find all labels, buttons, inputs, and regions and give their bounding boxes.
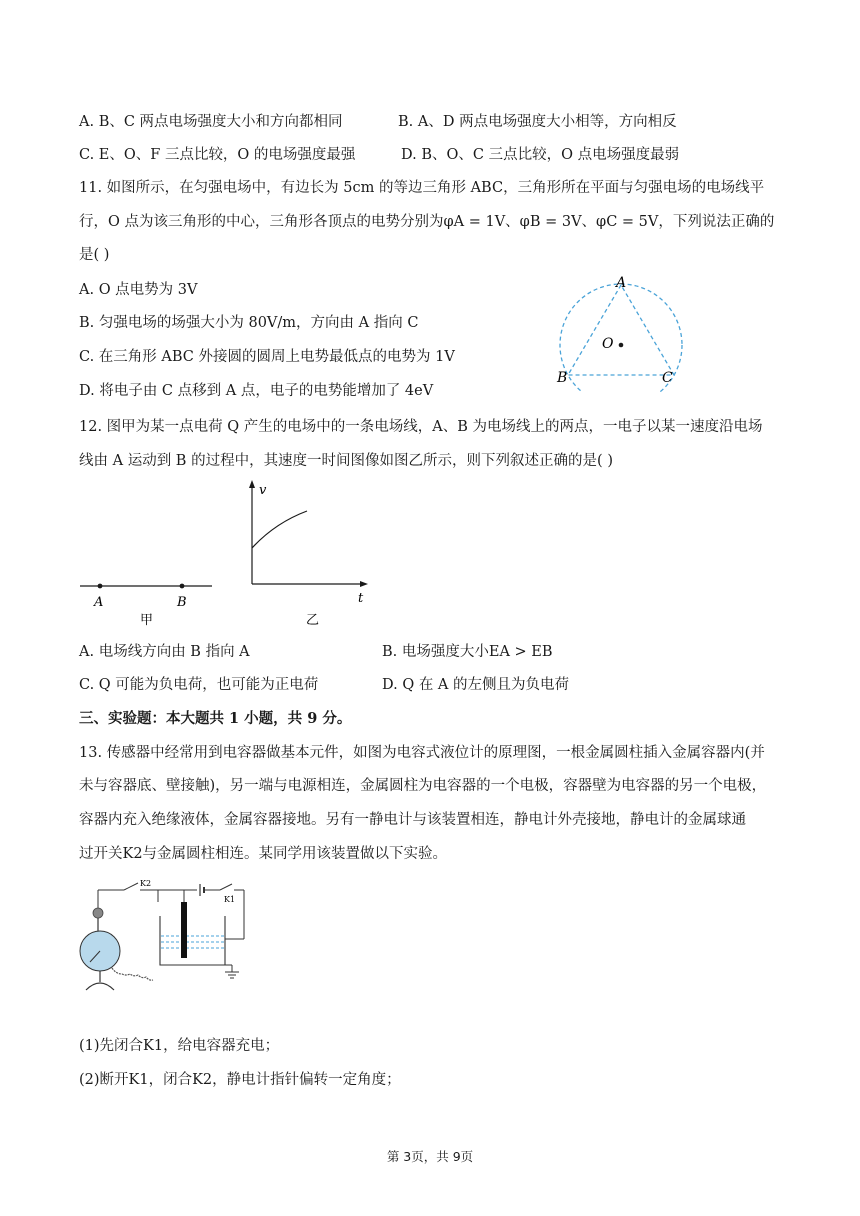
metal-container	[160, 916, 225, 965]
q12-stem-line2: 线由 A 运动到 B 的过程中，其速度一时间图像如图乙所示，则下列叙述正确的是( )	[79, 453, 613, 469]
electrometer-base	[86, 983, 114, 990]
triangle-abc	[568, 285, 674, 375]
y-arrow	[249, 480, 255, 488]
switch-k1	[220, 884, 232, 890]
q13-apparatus-figure	[72, 876, 257, 1008]
q10-option-d: D. B、O、C 三点比较，O 点电场强度最弱	[401, 147, 680, 163]
q13-line2: 未与容器底、壁接触)，另一端与电源相连，金属圆柱为电容器的一个电极，容器壁为电容器的另一个电极，	[79, 778, 767, 794]
q11-option-c: C. 在三角形 ABC 外接圆的圆周上电势最低点的电势为 1V	[79, 349, 455, 365]
center-point-o	[619, 343, 624, 348]
q11-option-a: A. O 点电势为 3V	[79, 282, 198, 298]
label-o: O	[602, 336, 614, 352]
label-c: C	[662, 370, 673, 386]
q11-stem-line2: 行，O 点为该三角形的中心，三角形各顶点的电势分别为φA = 1V、φB = 3V、φC = 5V，下列说法正确的	[79, 214, 775, 230]
q13-step2: (2)断开K1，闭合K2，静电计指针偏转一定角度；	[79, 1072, 401, 1088]
q13-step1: (1)先闭合K1，给电容器充电；	[79, 1038, 280, 1054]
q13-line1: 13. 传感器中经常用到电容器做基本元件，如图为电容式液位计的原理图，一根金属圆柱插入金属容器内(并	[79, 745, 765, 761]
q12-option-c: C. Q 可能为负电荷，也可能为正电荷	[79, 677, 319, 693]
q13-line4: 过开关K2与金属圆柱相连。某同学用该装置做以下实验。	[79, 846, 448, 862]
axis-label-v: v	[259, 483, 267, 498]
ground-wire	[112, 968, 153, 980]
q11-stem-line3: 是( )	[79, 247, 110, 263]
q11-option-b: B. 匀强电场的场强大小为 80V/m，方向由 A 指向 C	[79, 315, 419, 331]
x-arrow	[360, 581, 368, 587]
v-t-curve	[252, 511, 307, 548]
label-k1: K1	[224, 895, 236, 904]
switch-k2	[124, 883, 138, 890]
q12-option-a: A. 电场线方向由 B 指向 A	[79, 644, 250, 660]
point-a	[98, 584, 103, 589]
q11-option-d: D. 将电子由 C 点移到 A 点，电子的电势能增加了 4eV	[79, 383, 434, 399]
section-heading: 三、实验题：本大题共 1 小题，共 9 分。	[79, 710, 352, 727]
label-k2: K2	[140, 879, 152, 888]
caption-yi: 乙	[306, 613, 320, 628]
label-b: B	[177, 595, 187, 610]
axis-label-t: t	[358, 591, 364, 606]
label-a: A	[94, 595, 104, 610]
q11-stem-line1: 11. 如图所示，在匀强电场中，有边长为 5cm 的等边三角形 ABC，三角形所在平面与匀强电场的电场线平	[79, 180, 765, 196]
page-footer: 第 3页，共 9页	[386, 1149, 474, 1164]
metal-cylinder	[181, 902, 187, 958]
electrometer-ball	[93, 908, 103, 918]
q10-option-c: C. E、O、F 三点比较，O 的电场强度最强	[79, 147, 356, 163]
label-a: A	[616, 275, 627, 291]
point-b	[180, 584, 185, 589]
q10-option-a: A. B、C 两点电场强度大小和方向都相同	[79, 114, 343, 130]
label-b: B	[557, 370, 568, 386]
q12-stem-line1: 12. 图甲为某一点电荷 Q 产生的电场中的一条电场线，A、B 为电场线上的两点，一电子以某一速度沿电场	[79, 419, 763, 435]
q11-triangle-figure	[555, 272, 695, 392]
q12-figure-jia	[78, 575, 218, 631]
q10-option-b: B. A、D 两点电场强度大小相等，方向相反	[398, 114, 677, 130]
q12-option-b: B. 电场强度大小EA > EB	[382, 644, 553, 660]
caption-jia: 甲	[140, 613, 154, 628]
q12-figure-yi	[240, 478, 375, 630]
q13-line3: 容器内充入绝缘液体，金属容器接地。另有一静电计与该装置相连，静电计外壳接地，静电计的金属球通	[79, 812, 746, 828]
q12-option-d: D. Q 在 A 的左侧且为负电荷	[382, 677, 570, 693]
